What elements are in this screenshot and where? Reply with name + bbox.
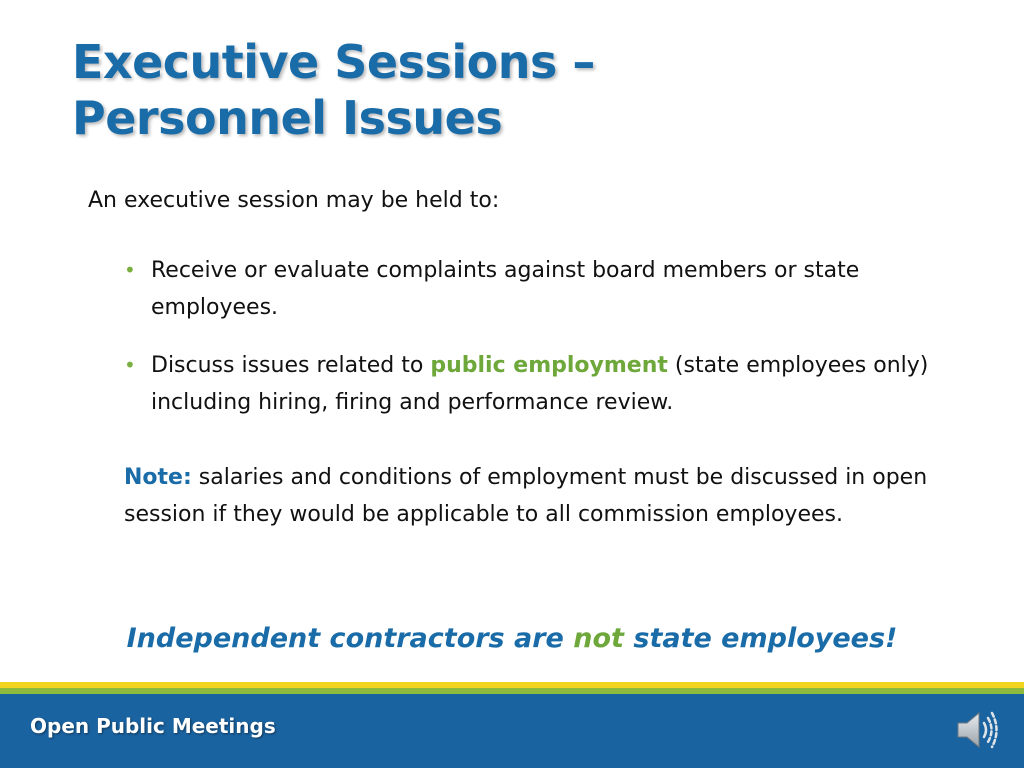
note-label: Note:	[124, 465, 192, 490]
note-text: salaries and conditions of employment must be discussed in open session if they would be applicable to all commission employees.	[124, 465, 928, 527]
bullet-text: Receive or evaluate complaints against board members or state employees.	[151, 258, 860, 320]
bullet-item-public-employment	[124, 347, 964, 421]
bullet-text-before: Discuss issues related to	[151, 353, 431, 378]
callout-text-before: Independent contractors are	[126, 623, 574, 654]
speaker-icon[interactable]	[954, 708, 1002, 752]
slide-title	[72, 34, 595, 146]
contractor-callout	[0, 623, 1024, 654]
footer-bar	[0, 694, 1024, 768]
public-employment-highlight: public employment	[430, 353, 668, 378]
note-paragraph	[124, 459, 954, 533]
slide-title-line-1: Executive Sessions –	[72, 35, 595, 89]
intro-text: An executive session may be held to:	[88, 188, 500, 213]
footer-label: Open Public Meetings	[30, 714, 276, 738]
slide-title-line-2: Personnel Issues	[72, 91, 503, 145]
bullet-dot-icon: •	[124, 353, 136, 377]
bullet-list	[124, 252, 964, 442]
bullet-text-after: (state employees only) including hiring, firing and performance review.	[151, 353, 929, 415]
callout-text-after: state employees!	[623, 623, 898, 654]
callout-not-highlight: not	[573, 623, 624, 654]
bullet-dot-icon: •	[124, 258, 136, 282]
bullet-item-complaints	[124, 252, 964, 326]
